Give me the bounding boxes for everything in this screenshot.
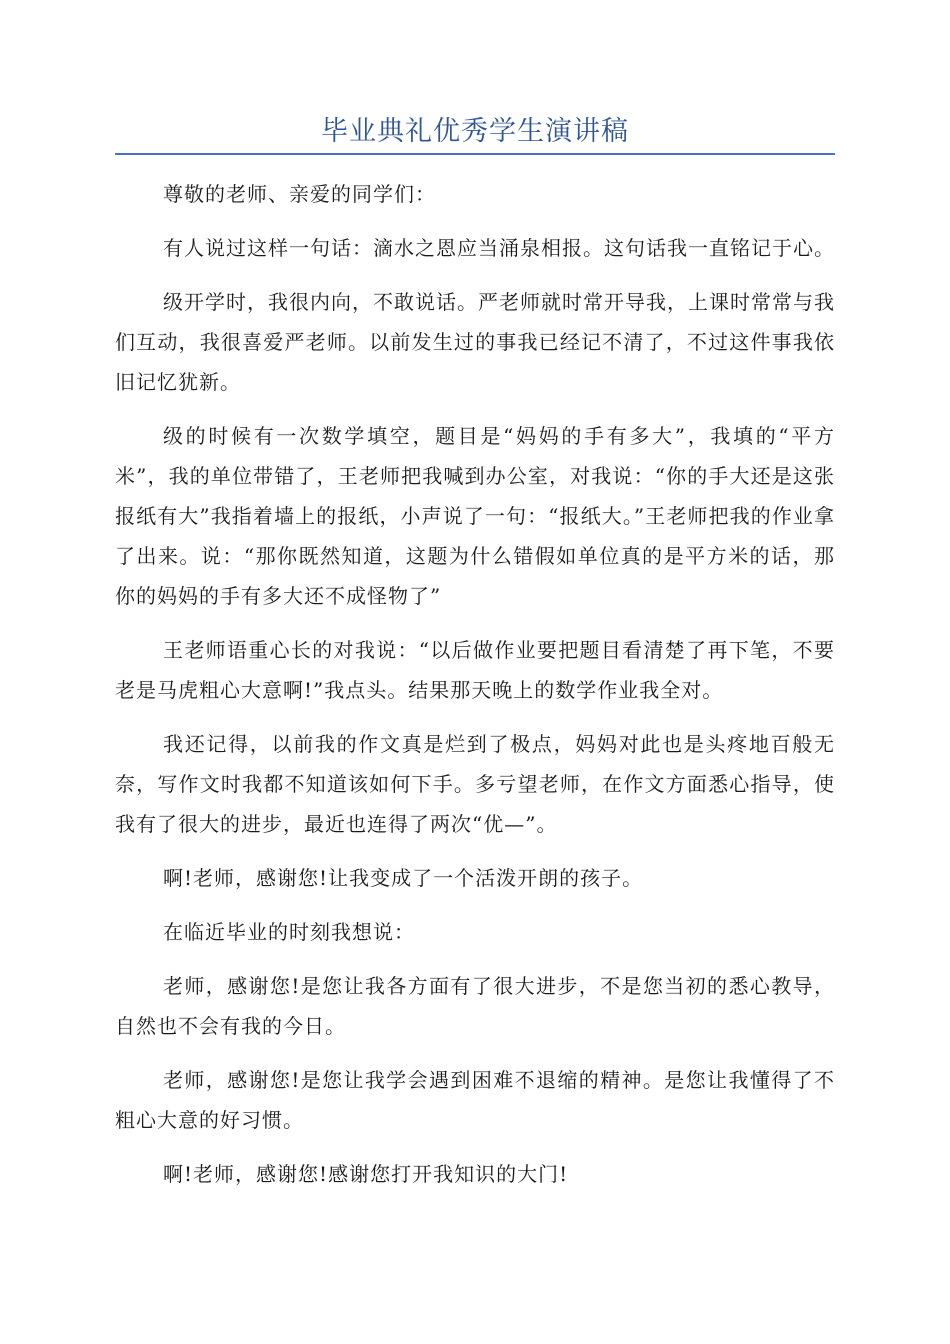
paragraph: 啊!老师，感谢您!感谢您打开我知识的大门! (163, 1162, 569, 1186)
paragraph: 老师，感谢您!是您让我学会遇到困难不退缩的精神。是您让我懂得了不粗心大意的好习惯。 (115, 1068, 835, 1132)
paragraph: 啊!老师，感谢您!让我变成了一个活泼开朗的孩子。 (163, 866, 644, 890)
paragraph: 老师，感谢您!是您让我各方面有了很大进步，不是您当初的悉心教导，自然也不会有我的今日。 (115, 974, 835, 1038)
document-body (115, 174, 835, 1208)
title-underline (115, 153, 835, 155)
paragraph: 级的时候有一次数学填空，题目是“妈妈的手有多大”，我填的“平方米”，我的单位带错了，王老师把我喊到办公室，对我说：“你的手大还是这张报纸有大”我指着墙上的报纸，小声说了一句：“报纸大。”王老师把我的作业拿了出来。说：“那你既然知道，这题为什么错假如单位真的是平方米的话，那你的妈妈的手有多大还不成怪物了” (115, 424, 835, 608)
paragraph-greeting: 尊敬的老师、亲爱的同学们： (163, 182, 436, 206)
paragraph: 王老师语重心长的对我说：“以后做作业要把题目看清楚了再下笔，不要老是马虎粗心大意啊!”我点头。结果那天晚上的数学作业我全对。 (115, 638, 835, 702)
paragraph: 在临近毕业的时刻我想说： (163, 920, 415, 944)
paragraph: 我还记得，以前我的作文真是烂到了极点，妈妈对此也是头疼地百般无奈，写作文时我都不知道该如何下手。多亏望老师，在作文方面悉心指导，使我有了很大的进步，最近也连得了两次“优—”。 (115, 732, 835, 836)
paragraph: 有人说过这样一句话：滴水之恩应当涌泉相报。这句话我一直铭记于心。 (163, 236, 835, 260)
paragraph: 级开学时，我很内向，不敢说话。严老师就时常开导我，上课时常常与我们互动，我很喜爱严老师。以前发生过的事我已经记不清了，不过这件事我依旧记忆犹新。 (115, 290, 835, 394)
document-title: 毕业典礼优秀学生演讲稿 (321, 116, 629, 147)
